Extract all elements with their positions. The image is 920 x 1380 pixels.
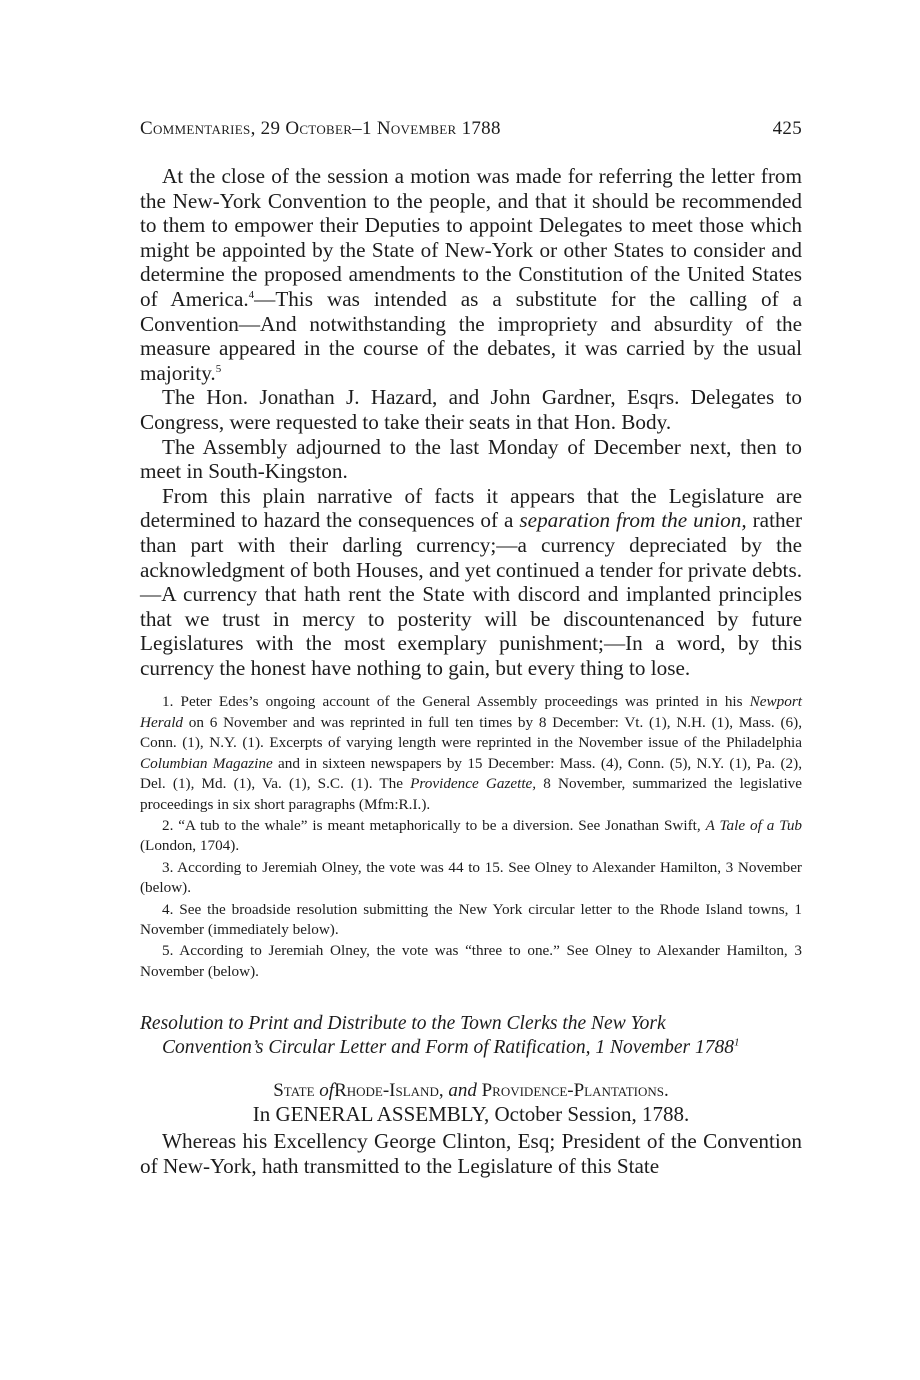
text-run: rather than part with their darling currency;—a currency depreciated by the acknowledgment of both Houses, and yet continued a tender for private debts.—A currency that hath rent the State with discord and implanted principles that we trust in mercy to posterity will be discountenanced by future Legislatures with the most exemplary punishment;—In a word, by this currency the honest have nothing to gain, but every thing to lose. xyxy=(140,508,803,680)
note-reference: 4 xyxy=(248,288,255,301)
text-run: From this plain narrative of facts it appears that the Legislature are determined to hazard the consequences of a xyxy=(140,483,802,533)
footnotes xyxy=(140,692,802,982)
footnote: 5. According to Jeremiah Olney, the vote was “three to one.” See Olney to Alexander Hamilton, 3 November (below). xyxy=(140,942,802,980)
text-run: Rhode-Island, xyxy=(334,1080,444,1102)
running-title: Commentaries, 29 October–1 November 1788 xyxy=(140,118,501,139)
footnote: 3. According to Jeremiah Olney, the vote was 44 to 15. See Olney to Alexander Hamilton, 3 November (below). xyxy=(140,858,802,897)
paragraph xyxy=(140,164,802,385)
assembly-heading: In GENERAL ASSEMBLY, October Session, 1788. xyxy=(252,1102,690,1127)
section-title-line xyxy=(140,1036,802,1060)
emphasis: separation from the union, xyxy=(519,508,747,533)
text-run: State xyxy=(273,1080,315,1102)
emphasis: and xyxy=(448,1080,477,1102)
text-run: Providence-Plantations. xyxy=(481,1080,669,1102)
note-reference: 5 xyxy=(215,362,222,375)
paragraph: Whereas his Excellency George Clinton, Esq; President of the Convention of New-York, hath transmitted to the Legislature of this State xyxy=(140,1129,802,1178)
emphasis: Providence Gazette, xyxy=(410,775,537,793)
page-number: 425 xyxy=(772,118,802,139)
paragraph xyxy=(140,484,802,681)
text-run: At the close of the session a motion was made for referring the letter from the New-York Convention to the people, and that it should be recommended to them to empower their Deputies to appoint Delegates to meet those which might be appointed by the State of New-York or other States to consider and determine the proposed amendments to the Constitution of the United States of America. xyxy=(140,164,802,311)
emphasis: A Tale of a Tub xyxy=(705,816,803,834)
text-run: 8 November, summarized the legislative proceedings in six short paragraphs (Mfm:R.I.). xyxy=(140,775,802,813)
text-run: on 6 November and was reprinted in full ten times by 8 December: Vt. (1), N.H. (1), Mass. (6), Conn. (1), N.Y. (1). Excerpts of varying length were reprinted in the November issue of the Philadelphia xyxy=(140,713,802,752)
emphasis: Newport Herald xyxy=(140,693,802,731)
footnote xyxy=(140,816,802,857)
note-reference: 1 xyxy=(733,1036,740,1049)
main-text xyxy=(140,164,802,680)
paragraph: The Assembly adjourned to the last Monday of December next, then to meet in South-Kingston. xyxy=(140,434,802,484)
document-page xyxy=(140,118,802,1178)
emphasis: of xyxy=(319,1080,335,1102)
text-run: 2. “A tub to the whale” is meant metaphorically to be a diversion. See Jonathan Swift, xyxy=(162,816,706,834)
text-run: Convention’s Circular Letter and Form of Ratification, 1 November 1788 xyxy=(162,1036,734,1058)
text-run: —This was intended as a substitute for the calling of a Convention—And notwithstanding the impropriety and absurdity of the measure appeared in the course of the debates, it was carried by the usual majority. xyxy=(140,286,802,385)
paragraph: The Hon. Jonathan J. Hazard, and John Gardner, Esqrs. Delegates to Congress, were requested to take their seats in that Hon. Body. xyxy=(140,385,802,434)
section-title-line: Resolution to Print and Distribute to the Town Clerks the New York xyxy=(140,1013,666,1035)
state-heading xyxy=(140,1079,802,1102)
footnote xyxy=(140,692,802,814)
text-run: 1. Peter Edes’s ongoing account of the General Assembly proceedings was printed in his xyxy=(162,693,750,711)
text-run: and in sixteen newspapers by 15 December: Mass. (4), Conn. (5), N.Y. (1), Pa. (2), Del. (1), Md. (1), Va. (1), S.C. (1). The xyxy=(140,754,802,793)
section-title xyxy=(140,1012,802,1059)
text-run: (London, 1704). xyxy=(140,837,240,855)
running-header xyxy=(140,118,802,140)
emphasis: Columbian Magazine xyxy=(140,754,273,772)
footnote: 4. See the broadside resolution submitting the New York circular letter to the Rhode Island towns, 1 November (immediately below). xyxy=(140,900,802,938)
